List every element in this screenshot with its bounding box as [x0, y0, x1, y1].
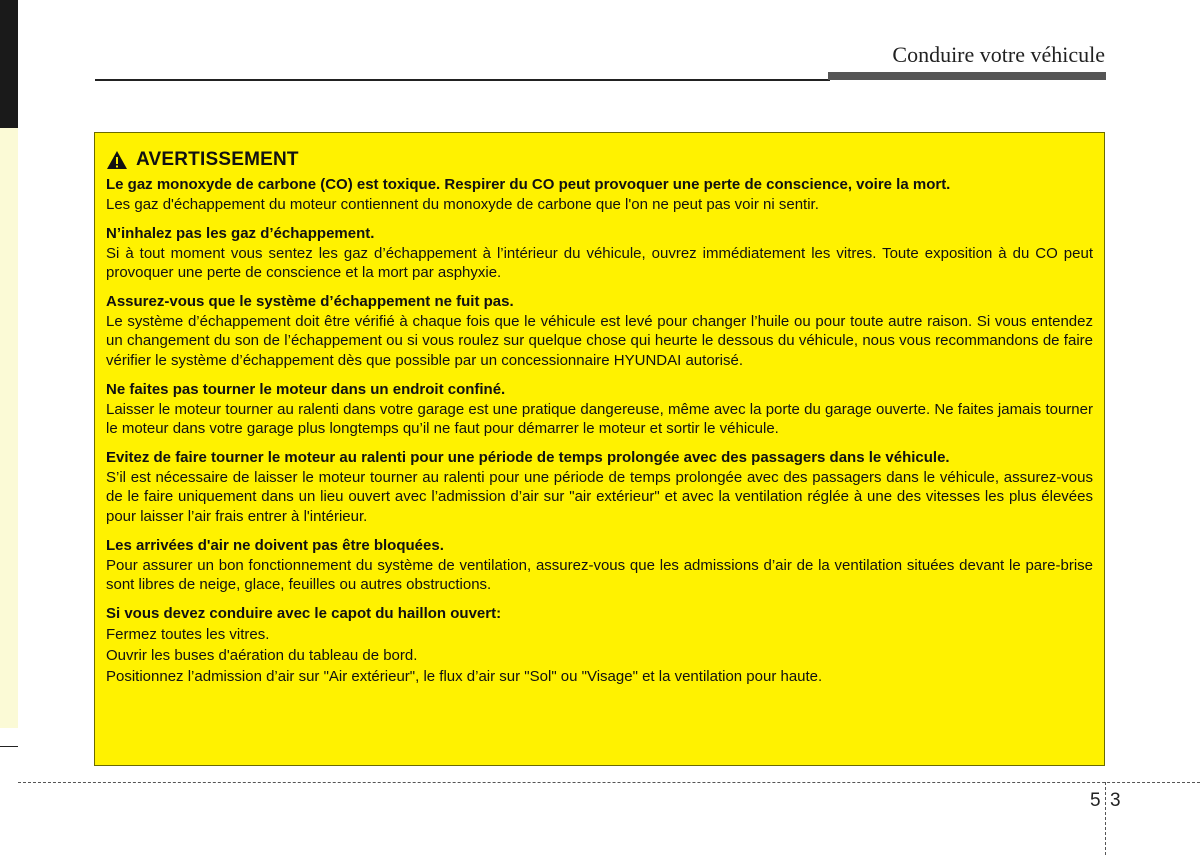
section-body: Laisser le moteur tourner au ralenti dans votre garage est une pratique dangereuse, même avec la porte du garage ouverte. Ne faites jamais tourner le moteur dans votre garage plus longtemps qu’il ne faut pour démarrer le moteur et sortir le véhicule.	[106, 400, 1093, 438]
page-number: 3	[1110, 790, 1121, 811]
header-rule	[95, 79, 830, 81]
section-body: Le système d’échappement doit être vérifié à chaque fois que le véhicule est levé pour changer l’huile ou pour toute autre raison. Si vous entendez un changement du son de l’échappement ou si vous roulez sur quelque chose qui heurte le dessous du véhicule, nous vous recommandons de faire vérifier le système d’échappement dès que possible par un concessionnaire HYUNDAI autorisé.	[106, 312, 1093, 369]
header-bar	[828, 72, 1106, 80]
section-heading: Ne faites pas tourner le moteur dans un endroit confiné.	[106, 380, 506, 398]
warning-section	[106, 175, 1093, 215]
warning-title: AVERTISSEMENT	[136, 149, 299, 170]
chapter-number: 5	[1090, 790, 1101, 811]
margin-divider	[0, 746, 18, 747]
section-heading: Les arrivées d'air ne doivent pas être bloquées.	[106, 536, 444, 554]
chapter-tab-marker	[0, 0, 18, 128]
section-heading: Evitez de faire tourner le moteur au ralenti pour une période de temps prolongée avec des passagers dans le véhicule.	[106, 448, 950, 466]
instruction-line: Fermez toutes les vitres.	[106, 625, 270, 643]
section-heading: N’inhalez pas les gaz d’échappement.	[106, 224, 375, 242]
instruction-line: Ouvrir les buses d'aération du tableau de bord.	[106, 646, 418, 664]
warning-section	[106, 292, 1093, 371]
warning-section	[106, 380, 1093, 439]
section-heading: Assurez-vous que le système d’échappement ne fuit pas.	[106, 292, 514, 310]
margin-strip	[0, 128, 18, 728]
section-body: Les gaz d'échappement du moteur contiennent du monoxyde de carbone que l'on ne peut pas voir ni sentir.	[106, 196, 819, 213]
warning-section	[106, 448, 1093, 527]
instruction-line: Positionnez l’admission d’air sur "Air extérieur", le flux d’air sur "Sol" ou "Visage" et la ventilation pour haute.	[106, 667, 823, 685]
footer-dashed-divider	[1105, 782, 1106, 855]
section-body: Si à tout moment vous sentez les gaz d’échappement à l’intérieur du véhicule, ouvrez immédiatement les vitres. Toute exposition à du CO peut provoquer une perte de conscience et la mort par asphyxie.	[106, 244, 1093, 282]
section-heading: Si vous devez conduire avec le capot du haillon ouvert:	[106, 604, 502, 622]
warning-header	[106, 147, 1093, 173]
warning-section	[106, 536, 1093, 595]
section-body: Pour assurer un bon fonctionnement du système de ventilation, assurez-vous que les admissions d’air de la ventilation situées devant le pare-brise sont libres de neige, glace, feuilles ou autres obstructions.	[106, 556, 1093, 594]
warning-section-final	[106, 604, 1093, 687]
section-body: S’il est nécessaire de laisser le moteur tourner au ralenti pour une période de temps prolongée avec des passagers dans le véhicule, assurez-vous de le faire uniquement dans un lieu ouvert avec l’admission d’air sur "air extérieur" et avec la ventilation réglée à une des vitesses les plus élevées pour laisser l’air frais entrer à l'intérieur.	[106, 468, 1093, 525]
footer-dashed-rule	[18, 782, 1200, 783]
warning-triangle-icon	[106, 150, 128, 170]
warning-box	[94, 132, 1105, 766]
warning-section	[106, 224, 1093, 283]
page-header-title: Conduire votre véhicule	[892, 42, 1105, 67]
section-heading: Le gaz monoxyde de carbone (CO) est toxique. Respirer du CO peut provoquer une perte de conscience, voire la mort.	[106, 176, 951, 193]
